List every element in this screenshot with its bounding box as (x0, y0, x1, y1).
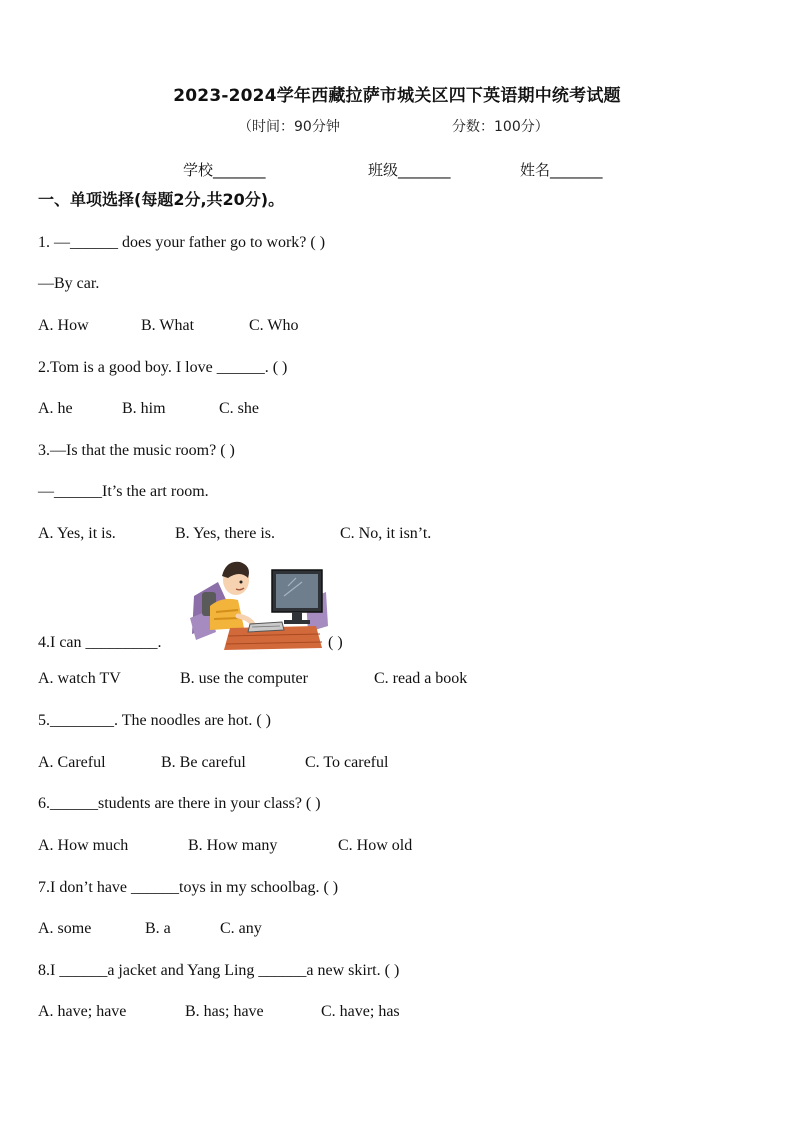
option-c: C. To careful (305, 754, 389, 771)
option-a: A. How (38, 317, 89, 334)
question-7-options (38, 919, 262, 939)
question-1-text: 1. —______ does your father go to work? ( ) (38, 234, 326, 251)
option-a: A. How much (38, 837, 129, 854)
option-a: A. Careful (38, 754, 106, 771)
option-a: A. watch TV (38, 670, 121, 687)
name-field: 姓名_______ (520, 161, 603, 179)
option-c: C. she (219, 400, 259, 417)
score-info: 分数：100分） (452, 119, 549, 135)
option-b: B. a (145, 920, 171, 937)
question-8-text: 8.I ______a jacket and Yang Ling ______a new skirt. ( ) (38, 962, 400, 979)
section-heading: 一、单项选择(每题2分,共20分)。 (38, 190, 285, 209)
question-4-text: 4.I can _________. (38, 634, 162, 651)
option-b: B. Be careful (161, 754, 246, 771)
option-c: C. read a book (374, 670, 468, 687)
class-field: 班级_______ (368, 161, 451, 179)
question-4-options (38, 669, 467, 689)
question-8-options (38, 1002, 400, 1022)
option-c: C. How old (338, 837, 413, 854)
option-b: B. has; have (185, 1003, 264, 1020)
option-b: B. use the computer (180, 670, 308, 687)
question-4-answer-paren: ( ) (328, 634, 343, 651)
boy-using-computer-illustration (188, 556, 330, 652)
option-b: B. him (122, 400, 166, 417)
option-c: C. No, it isn’t. (340, 525, 432, 542)
question-6-options (38, 836, 412, 856)
option-a: A. Yes, it is. (38, 525, 116, 542)
option-b: B. What (141, 317, 195, 334)
question-3-answer-line: —______It’s the art room. (38, 483, 209, 500)
option-a: A. some (38, 920, 92, 937)
time-info: （时间：90分钟 (238, 119, 340, 135)
page-title: 2023-2024学年西藏拉萨市城关区四下英语期中统考试题 (173, 86, 621, 106)
option-c: C. have; has (321, 1003, 400, 1020)
option-a: A. have; have (38, 1003, 127, 1020)
question-5-text: 5.________. The noodles are hot. ( ) (38, 712, 271, 729)
question-1-options (38, 316, 298, 336)
school-field: 学校_______ (183, 161, 266, 179)
option-c: C. Who (249, 317, 299, 334)
question-1-answer-line: —By car. (38, 275, 100, 292)
question-6-text: 6.______students are there in your class? ( ) (38, 795, 321, 812)
option-b: B. How many (188, 837, 278, 854)
question-7-text: 7.I don’t have ______toys in my schoolbag. ( ) (38, 879, 339, 896)
option-a: A. he (38, 400, 73, 417)
option-b: B. Yes, there is. (175, 525, 276, 542)
question-3-options (38, 524, 431, 544)
question-2-options (38, 399, 259, 419)
question-3-text: 3.—Is that the music room? ( ) (38, 442, 235, 459)
question-5-options (38, 753, 388, 773)
option-c: C. any (220, 920, 262, 937)
question-2-text: 2.Tom is a good boy. I love ______. ( ) (38, 359, 288, 376)
